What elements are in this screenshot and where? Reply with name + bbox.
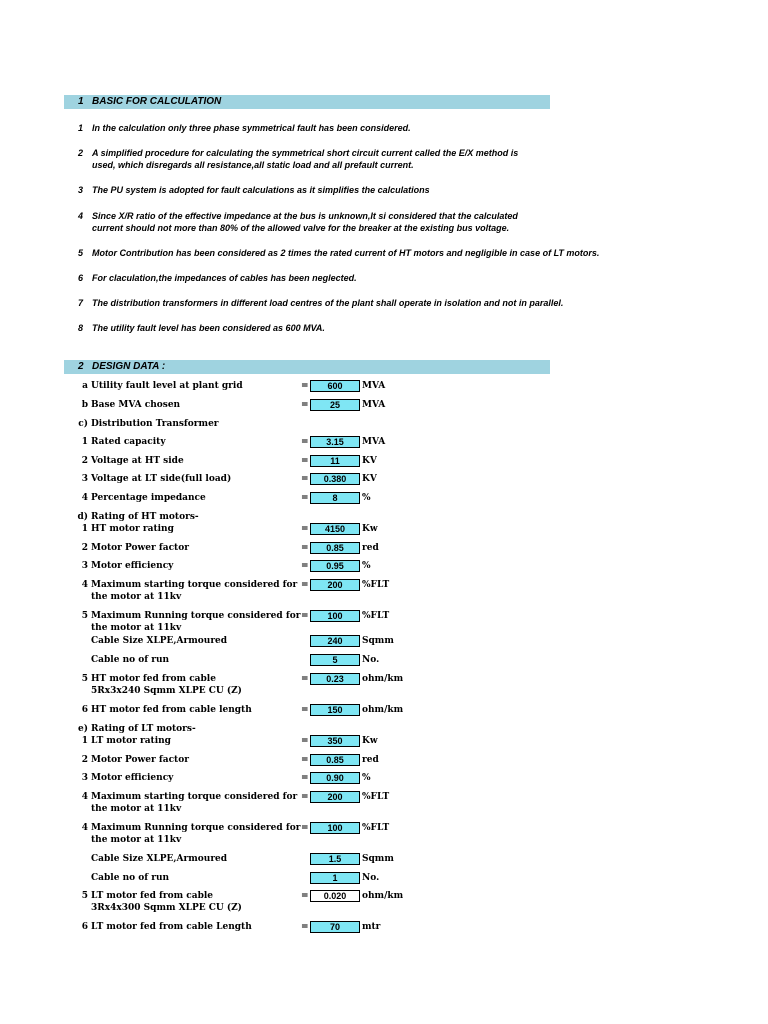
row-label: Base MVA chosen [91, 400, 181, 410]
basis-point-text: used, which disregards all resistance,all static load and all prefault current. [92, 160, 414, 170]
design-data-row [0, 610, 768, 633]
equals-sign: = [301, 755, 309, 765]
row-label-continued: 3Rx4x300 Sqmm XLPE CU (Z) [91, 903, 242, 913]
row-number: 1 [81, 736, 88, 746]
design-data-row [0, 523, 768, 535]
basis-point-text: Motor Contribution has been considered as 2 times the rated current of HT motors and negligible in case of LT motors. [92, 248, 600, 258]
row-label-continued: the motor at 11kv [91, 623, 182, 633]
unit-label: red [362, 543, 379, 553]
row-label: Maximum starting torque considered for [91, 792, 298, 802]
equals-sign: = [301, 561, 309, 571]
basis-point-number: 8 [78, 323, 84, 333]
basis-point-text: current should not more than 80% of the allowed valve for the breaker at the existing bus voltage. [92, 223, 510, 233]
design-data-row [0, 735, 768, 747]
equals-sign: = [301, 543, 309, 553]
design-data-row [0, 772, 768, 784]
row-label: Maximum Running torque considered for [91, 823, 301, 833]
design-data-row [0, 654, 768, 666]
row-label-continued: 5Rx3x240 Sqmm XLPE CU (Z) [91, 686, 242, 696]
equals-sign: = [301, 611, 309, 621]
row-label: Rated capacity [91, 437, 166, 447]
value-input-cell[interactable]: 600 [310, 380, 360, 392]
row-label: HT motor rating [91, 524, 174, 534]
equals-sign: = [301, 474, 309, 484]
row-number: 2 [81, 543, 88, 553]
basis-point-text: The distribution transformers in different load centres of the plant shall operate in isolation and not in parallel. [92, 298, 564, 308]
value-input-cell[interactable]: 100 [310, 610, 360, 622]
row-number: 3 [81, 474, 88, 484]
basis-point-text: The PU system is adopted for fault calculations as it simplifies the calculations [92, 185, 430, 195]
row-number: 3 [81, 773, 88, 783]
equals-sign: = [301, 456, 309, 466]
design-data-row [0, 542, 768, 554]
equals-sign: = [301, 580, 309, 590]
value-input-cell[interactable]: 0.95 [310, 560, 360, 572]
design-data-row [0, 455, 768, 467]
row-label: Motor efficiency [91, 561, 174, 571]
unit-label: Kw [362, 524, 378, 534]
design-data-row [0, 853, 768, 865]
design-data-row [0, 921, 768, 933]
subsection-title: Distribution Transformer [91, 419, 219, 429]
value-input-cell[interactable]: 70 [310, 921, 360, 933]
design-data-row [0, 822, 768, 845]
unit-label: No. [362, 873, 380, 883]
equals-sign: = [301, 381, 309, 391]
unit-label: MVA [362, 400, 386, 410]
equals-sign: = [301, 922, 309, 932]
value-input-cell[interactable]: 3.15 [310, 436, 360, 448]
value-input-cell[interactable]: 4150 [310, 523, 360, 535]
row-label: Voltage at LT side(full load) [91, 474, 232, 484]
unit-label: %FLT [362, 611, 390, 621]
unit-label: MVA [362, 437, 386, 447]
design-data-row [0, 473, 768, 485]
design-data-row [0, 579, 768, 602]
basis-point-number: 1 [78, 123, 84, 133]
row-number: 4 [81, 493, 88, 503]
unit-label: ohm/km [362, 705, 404, 715]
value-input-cell[interactable]: 200 [310, 791, 360, 803]
unit-label: red [362, 755, 379, 765]
unit-label: ohm/km [362, 674, 404, 684]
basis-point-text: For claculation,the impedances of cables has been neglected. [92, 273, 357, 283]
value-input-cell[interactable]: 0.380 [310, 473, 360, 485]
row-number: 1 [81, 524, 88, 534]
row-number: 6 [81, 922, 88, 932]
section-1-title: BASIC FOR CALCULATION [92, 96, 222, 107]
unit-label: %FLT [362, 823, 390, 833]
row-number: 4 [81, 792, 88, 802]
equals-sign: = [301, 437, 309, 447]
basis-point-number: 7 [78, 298, 84, 308]
value-input-cell[interactable]: 5 [310, 654, 360, 666]
unit-label: % [362, 773, 371, 783]
equals-sign: = [301, 823, 309, 833]
unit-label: MVA [362, 381, 386, 391]
subsection-number: c) [78, 419, 88, 429]
row-label: Maximum starting torque considered for [91, 580, 298, 590]
unit-label: Sqmm [362, 636, 394, 646]
row-label: Motor Power factor [91, 755, 189, 765]
row-label-continued: the motor at 11kv [91, 835, 182, 845]
unit-label: mtr [362, 922, 381, 932]
value-input-cell[interactable]: 11 [310, 455, 360, 467]
row-number: 3 [81, 561, 88, 571]
equals-sign: = [301, 674, 309, 684]
row-label: Cable Size XLPE,Armoured [91, 854, 228, 864]
basis-point-number: 6 [78, 273, 84, 283]
row-number: 5 [81, 891, 88, 901]
row-label: Motor efficiency [91, 773, 174, 783]
value-input-cell[interactable]: 0.85 [310, 754, 360, 766]
section-2-number: 2 [78, 361, 84, 372]
equals-sign: = [301, 773, 309, 783]
row-label: HT motor fed from cable length [91, 705, 252, 715]
value-input-cell[interactable]: 1.5 [310, 853, 360, 865]
subsection-number: e) [78, 724, 88, 734]
basis-point-number: 5 [78, 248, 84, 258]
design-data-row [0, 635, 768, 647]
basis-point-number: 3 [78, 185, 84, 195]
equals-sign: = [301, 524, 309, 534]
value-input-cell[interactable]: 0.020 [310, 890, 360, 902]
section-2-title: DESIGN DATA : [92, 361, 166, 372]
row-label-continued: the motor at 11kv [91, 592, 182, 602]
design-data-row [0, 754, 768, 766]
value-input-cell[interactable]: 1 [310, 872, 360, 884]
design-data-row [0, 872, 768, 884]
row-number: 4 [81, 580, 88, 590]
equals-sign: = [301, 400, 309, 410]
design-data-row [0, 673, 768, 696]
row-number: 1 [81, 437, 88, 447]
subsection-title: Rating of LT motors- [91, 724, 196, 734]
design-data-row [0, 380, 768, 392]
row-label: Maximum Running torque considered for [91, 611, 301, 621]
design-data-row [0, 560, 768, 572]
row-label: Utility fault level at plant grid [91, 381, 243, 391]
value-input-cell[interactable]: 25 [310, 399, 360, 411]
section-1-number: 1 [78, 96, 84, 107]
row-number: 2 [81, 755, 88, 765]
value-input-cell[interactable]: 350 [310, 735, 360, 747]
row-label: LT motor fed from cable [91, 891, 214, 901]
row-number: a [82, 381, 88, 391]
design-data-row [0, 399, 768, 411]
value-input-cell[interactable]: 0.23 [310, 673, 360, 685]
basis-point-text: A simplified procedure for calculating the symmetrical short circuit current called the E/X method is [92, 148, 519, 158]
equals-sign: = [301, 792, 309, 802]
value-input-cell[interactable]: 0.85 [310, 542, 360, 554]
equals-sign: = [301, 493, 309, 503]
unit-label: Sqmm [362, 854, 394, 864]
row-label: Motor Power factor [91, 543, 189, 553]
section-2-header [64, 360, 550, 374]
unit-label: No. [362, 655, 380, 665]
value-input-cell[interactable]: 0.90 [310, 772, 360, 784]
equals-sign: = [301, 736, 309, 746]
row-label-continued: the motor at 11kv [91, 804, 182, 814]
unit-label: KV [362, 456, 377, 466]
row-label: LT motor rating [91, 736, 171, 746]
design-data-row [0, 791, 768, 814]
section-1-header [64, 95, 550, 109]
subsection-number: d) [77, 512, 88, 522]
basis-point-number: 2 [78, 148, 84, 158]
value-input-cell[interactable]: 100 [310, 822, 360, 834]
row-number: b [81, 400, 88, 410]
design-data-row [0, 890, 768, 913]
row-label: LT motor fed from cable Length [91, 922, 252, 932]
unit-label: Kw [362, 736, 378, 746]
unit-label: KV [362, 474, 377, 484]
unit-label: %FLT [362, 580, 390, 590]
value-input-cell[interactable]: 200 [310, 579, 360, 591]
design-data-row [0, 704, 768, 716]
basis-point-text: The utility fault level has been considered as 600 MVA. [92, 323, 325, 333]
unit-label: ohm/km [362, 891, 404, 901]
basis-point-text: Since X/R ratio of the effective impedance at the bus is unknown,It si considered that the calculated [92, 211, 518, 221]
equals-sign: = [301, 891, 309, 901]
row-number: 2 [81, 456, 88, 466]
row-label: Cable no of run [91, 873, 170, 883]
unit-label: % [362, 561, 371, 571]
row-number: 5 [81, 611, 88, 621]
design-data-row [0, 436, 768, 448]
unit-label: % [362, 493, 371, 503]
row-label: Cable no of run [91, 655, 170, 665]
row-number: 6 [81, 705, 88, 715]
row-label: HT motor fed from cable [91, 674, 216, 684]
subsection-title: Rating of HT motors- [91, 512, 199, 522]
basis-point-text: In the calculation only three phase symmetrical fault has been considered. [92, 123, 411, 133]
design-data-row [0, 492, 768, 504]
row-label: Cable Size XLPE,Armoured [91, 636, 228, 646]
equals-sign: = [301, 705, 309, 715]
value-input-cell[interactable]: 150 [310, 704, 360, 716]
value-input-cell[interactable]: 8 [310, 492, 360, 504]
row-number: 4 [81, 823, 88, 833]
value-input-cell[interactable]: 240 [310, 635, 360, 647]
unit-label: %FLT [362, 792, 390, 802]
row-label: Percentage impedance [91, 493, 206, 503]
row-number: 5 [81, 674, 88, 684]
basis-point-number: 4 [78, 211, 84, 221]
row-label: Voltage at HT side [91, 456, 184, 466]
